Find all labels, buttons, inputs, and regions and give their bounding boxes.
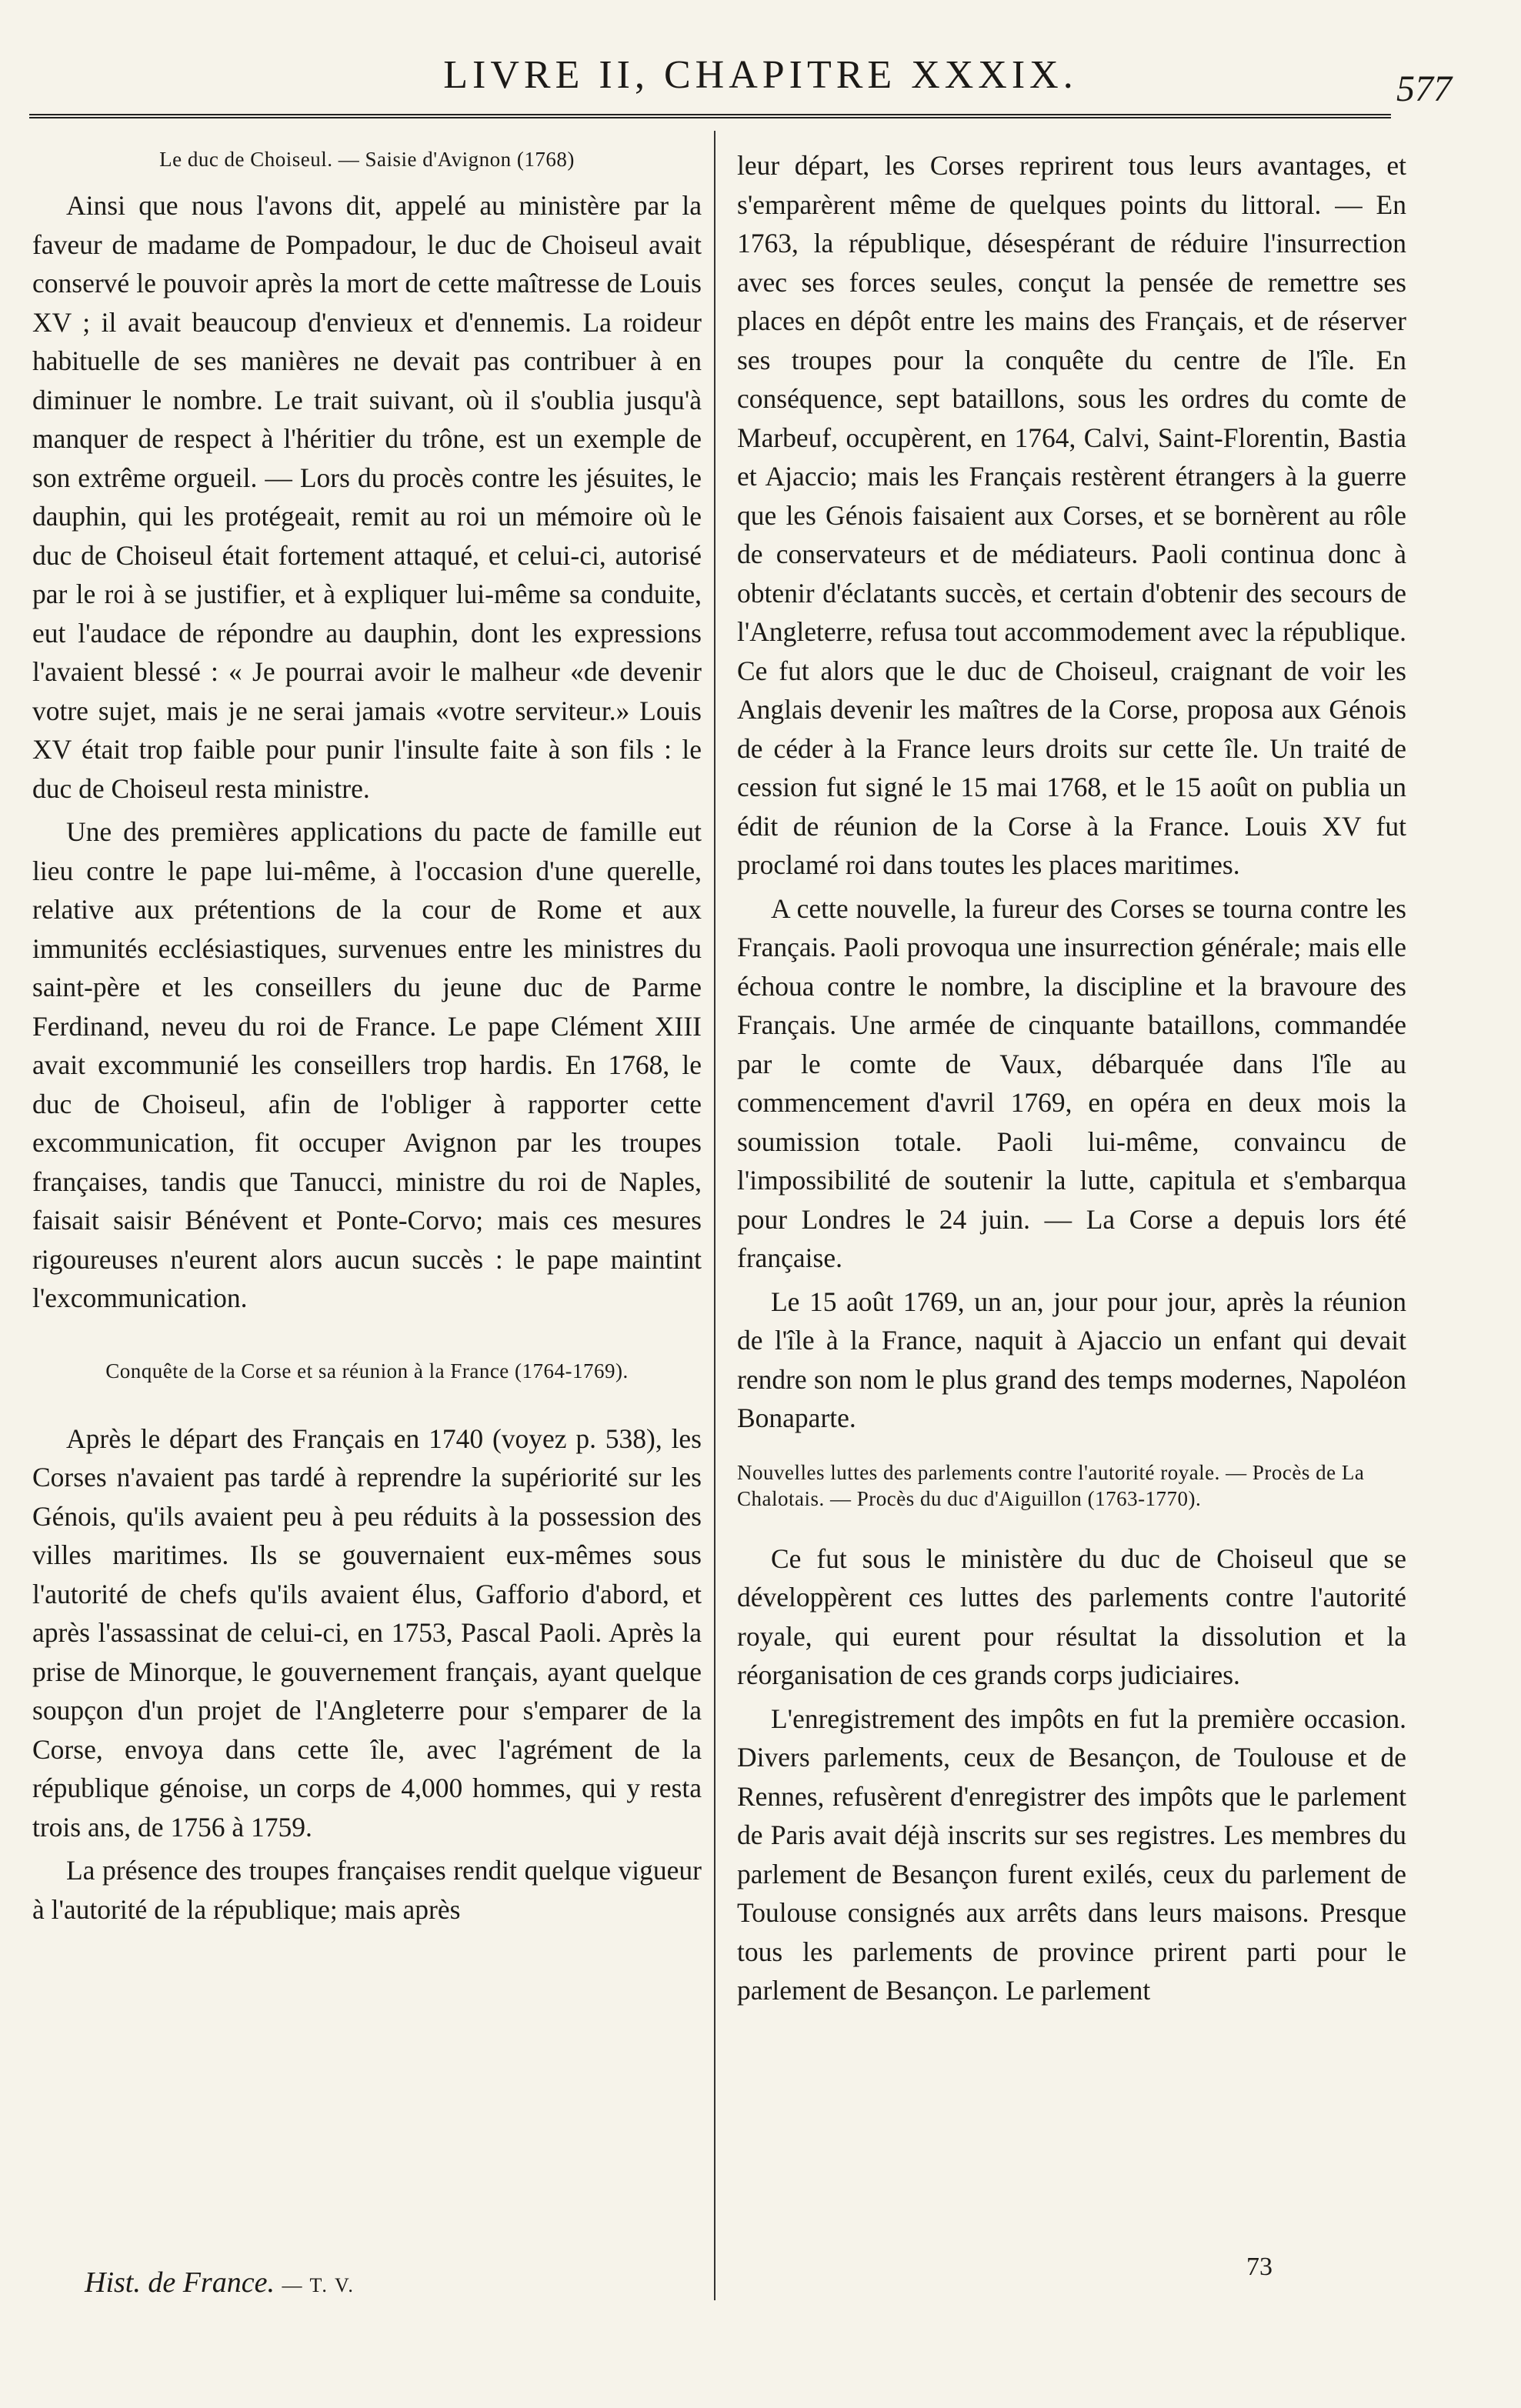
paragraph: leur départ, les Corses reprirent tous leurs avantages, et s'emparèrent même de quelques points du littoral. — En 1763, la république, désespérant de réduire l'insurrection avec ses forces seules, conçut la pensée de remettre ses places en dépôt entre les mains des Français, et de réserver ses troupes pour la conquête du centre de l'île. En conséquence, sept bataillons, sous les ordres du comte de Marbeuf, occupèrent, en 1764, Calvi, Saint-Florentin, Bastia et Ajaccio; mais les Français restèrent étrangers à la guerre que les Génois faisaient aux Corses, et se bornèrent au rôle de conservateurs et de médiateurs. Paoli continua donc à obtenir d'éclatants succès, et certain d'obtenir des secours de l'Angleterre, refusa tout accommodement avec la république. Ce fut alors que le duc de Choiseul, craignant de voir les Anglais devenir les maîtres de la Corse, proposa aux Génois de céder à la France leurs droits sur cette île. Un traité de cession fut signé le 15 mai 1768, et le 15 août on publia un édit de réunion de la Corse à la France. Louis XV fut proclamé roi dans toutes les places maritimes.: [737, 150, 1406, 880]
section-gap-small: [737, 1526, 1406, 1539]
footer-book-title: [85, 2266, 355, 2300]
volume-label: — T. V.: [282, 2274, 355, 2296]
paragraph: Ainsi que nous l'avons dit, appelé au ministère par la faveur de madame de Pompadour, le duc de Choiseul avait conservé le pouvoir après la mort de cette maîtresse de Louis XV ; il avait beaucoup d'envieux et d'ennemis. La roideur habituelle de ses manières ne devait pas contribuer à en diminuer le nombre. Le trait suivant, où il s'oublia jusqu'à manquer de respect à l'héritier du trône, est un exemple de son extrême orgueil. — Lors du procès contre les jésuites, le dauphin, qui les protégeait, remit au roi un mémoire où le duc de Choiseul était fortement attaqué, et celui-ci, autorisé par le roi à se justifier, et à expliquer lui-même sa conduite, eut l'audace de répondre au dauphin, dont les expressions l'avaient blessé : « Je pourrai avoir le malheur «de devenir votre sujet, mais je ne serai jamais «votre serviteur.» Louis XV était trop faible pour punir l'insulte faite à son fils : le duc de Choiseul resta ministre.: [32, 190, 702, 804]
paragraph: Ce fut sous le ministère du duc de Choiseul que se développèrent ces luttes des parlements contre l'autorité royale, qui eurent pour résultat la dissolution et la réorganisation de ces grands corps judiciaires.: [737, 1543, 1406, 1690]
column-divider: [714, 131, 715, 2300]
paragraph: A cette nouvelle, la fureur des Corses se tourna contre les Français. Paoli provoqua une insurrection générale; mais elle échoua contre le nombre, la discipline et la bravoure des Français. Une armée de cinquante bataillons, commandée par le comte de Vaux, débarquée dans l'île au commencement d'avril 1769, en opéra en deux mois la soumission totale. Paoli lui-même, convaincu de l'impossibilité de soutenir la lutte, capitula et s'embarqua pour Londres le 24 juin. — La Corse a depuis lors été française.: [737, 892, 1406, 1273]
page-number: 577: [1396, 68, 1452, 109]
section-title-choiseul: Le duc de Choiseul. — Saisie d'Avignon (1768): [159, 148, 575, 171]
left-column: [32, 146, 702, 1933]
paragraph: La présence des troupes françaises rendit quelque vigueur à l'autorité de la république; mais après: [32, 1855, 702, 1925]
section-title-corse: Conquête de la Corse et sa réunion à la France (1764-1769).: [105, 1359, 629, 1382]
printer-signature: 73: [1246, 2253, 1273, 2281]
right-column: [737, 146, 1406, 2015]
paragraph: L'enregistrement des impôts en fut la première occasion. Divers parlements, ceux de Besançon, de Toulouse et de Rennes, refusèrent d'enregistrer des impôts que le parlement de Paris avait déjà inscrits sur ses registres. Les membres du parlement de Besançon furent exilés, ceux du parlement de Toulouse consignés aux arrêts dans leurs maisons. Presque tous les parlements de province prirent parti pour le parlement de Besançon. Le parlement: [737, 1703, 1406, 2006]
book-title: Hist. de France.: [85, 2266, 275, 2299]
header-rule: [29, 114, 1391, 118]
section-gap-small: [32, 1398, 702, 1419]
paragraph: Le 15 août 1769, un an, jour pour jour, après la réunion de l'île à la France, naquit à Ajaccio un enfant qui devait rendre son nom le plus grand des temps modernes, Napoléon Bonaparte.: [737, 1286, 1406, 1433]
paragraph: Une des premières applications du pacte de famille eut lieu contre le pape lui-même, à l'occasion d'une querelle, relative aux prétentions de la cour de Rome et aux immunités ecclésiastiques, survenues entre les ministres du saint-père et les conseillers du jeune duc de Parme Ferdinand, neveu du roi de France. Le pape Clément XIII avait excommunié les conseillers trop hardis. En 1768, le duc de Choiseul, afin de l'obliger à rapporter cette excommunication, fit occuper Avignon par les troupes françaises, tandis que Tanucci, ministre du roi de Naples, faisait saisir Bénévent et Ponte-Corvo; mais ces mesures rigoureuses n'eurent alors aucun succès : le pape maintint l'excommunication.: [32, 816, 702, 1313]
running-title: LIVRE II, CHAPITRE XXXIX.: [443, 53, 1078, 97]
section-gap: [32, 1322, 702, 1358]
page-header: [0, 46, 1521, 123]
paragraph: Après le départ des Français en 1740 (voyez p. 538), les Corses n'avaient pas tardé à reprendre la supériorité sur les Génois, qu'ils avaient peu à peu réduits à la possession des villes maritimes. Ils se gouvernaient eux-mêmes sous l'autorité de chefs qu'ils avaient élus, Gafforio d'abord, et après l'assassinat de celui-ci, en 1753, Pascal Paoli. Après la prise de Minorque, le gouvernement français, ayant quelque soupçon d'un projet de l'Angleterre pour s'emparer de la Corse, envoya dans cette île, avec l'agrément de la république génoise, un corps de 4,000 hommes, qui y resta trois ans, de 1756 à 1759.: [32, 1422, 702, 1843]
section-title-parlements: Nouvelles luttes des parlements contre l'autorité royale. — Procès de La Chalotais. — Procès du duc d'Aiguillon (1763-1770).: [737, 1460, 1365, 1510]
section-gap-small: [737, 1442, 1406, 1459]
